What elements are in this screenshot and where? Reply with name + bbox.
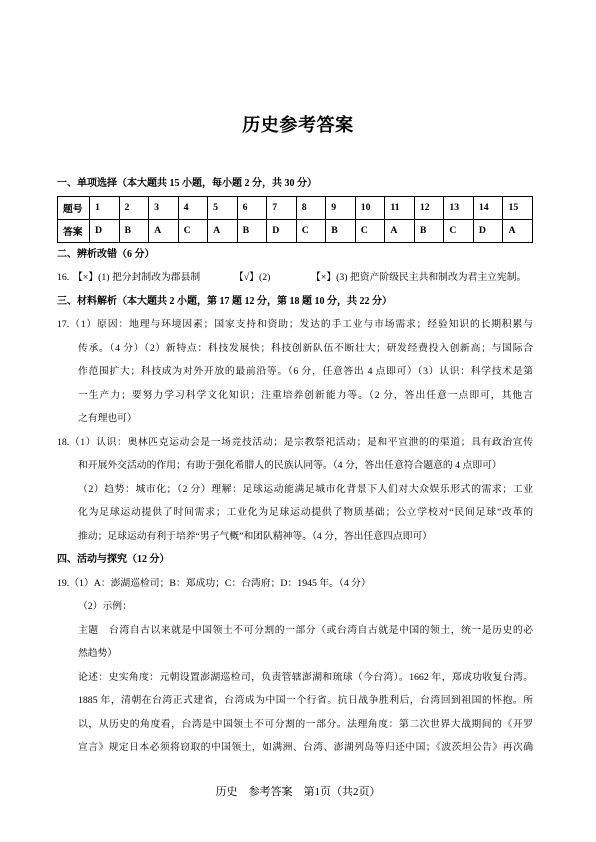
q17-line: 作范围扩大；科技成为对外开放的最前沿等。（6 分，任意答出 4 点即可）（3）认识：科学技术是第 <box>78 366 533 377</box>
q18-line: 化为足球运动提供了时间需求；工业化为足球运动提供了物质基础；公立学校对“民间足球”改革的 <box>78 507 533 518</box>
question-number-cell: 1 <box>90 196 120 219</box>
q16-item-text: (3) 把资产阶级民主共和制改为君主立宪制。 <box>336 272 527 283</box>
q19-line: 论述：史实角度：元朝设置澎湖巡检司，负责管辖澎湖和琉球（今台湾）。1662 年，郑成功收复台湾。 <box>78 671 533 683</box>
table-row-question-numbers <box>58 196 533 219</box>
answer-cell: B <box>326 219 356 242</box>
q18-line: 推动；足球运动有利于培养“男子气概”和团队精神等。（4 分，答出任意四点即可） <box>78 530 433 542</box>
section-heading-material-analysis: 三、材料解析（本大题共 2 小题，第 17 题 12 分，第 18 题 10 分，共 22 分） <box>57 295 392 307</box>
answer-cell: A <box>149 219 179 242</box>
page-footer: 历史 参考答案 第1页（共2页） <box>215 786 381 798</box>
answer-cell: C <box>355 219 385 242</box>
q19-line: （2）示例： <box>78 601 132 612</box>
question-number: 19. <box>57 577 70 589</box>
answer-cell: A <box>503 219 533 242</box>
row-header-question-number: 题号 <box>58 196 90 219</box>
q16-item-3 <box>311 266 526 290</box>
section-heading-identify-correct: 二、辨析改错（6 分） <box>57 248 155 260</box>
page-title: 历史参考答案 <box>242 115 354 135</box>
section-heading-single-choice: 一、单项选择（本大题共 15 小题，每小题 2 分，共 30 分） <box>57 178 317 189</box>
q16-item-2 <box>234 266 270 290</box>
question-number-cell: 13 <box>444 196 474 219</box>
answer-cell: D <box>473 219 503 242</box>
answer-cell: B <box>119 219 149 242</box>
question-number-cell: 4 <box>178 196 208 219</box>
answer-cell: D <box>90 219 120 242</box>
table-row-answers <box>58 219 533 242</box>
row-header-answer: 答案 <box>58 219 90 242</box>
answer-content <box>57 172 533 760</box>
answer-text: （1）原因：地理与环境因素；国家支持和资助；发达的手工业与市场需求；经验知识的长期积累与 <box>69 319 533 330</box>
q19-line: 主题 台湾自古以来就是中国领土不可分割的一部分（或台湾自古就是中国的领土，统一是历史的必 <box>78 624 533 636</box>
question-number-cell: 11 <box>385 196 415 219</box>
question-number-cell: 15 <box>503 196 533 219</box>
answer-cell: A <box>385 219 415 242</box>
answer-text: （1）认识：奥林匹克运动会是一场竞技活动；是宗教祭祀活动；是和平宣泄的的渠道；具有政治宣传 <box>69 436 533 448</box>
q16-answer <box>57 266 533 290</box>
q16-item-text: (2) <box>258 272 271 283</box>
q17-line: 传承。（4 分）（2）新特点：科技发展快；科技创新队伍不断壮大；研发经费投入创新高；与国际合 <box>78 342 533 354</box>
answer-cell: C <box>444 219 474 242</box>
q19-line <box>57 572 533 596</box>
wrong-mark: 【×】 <box>311 272 337 283</box>
answer-cell: C <box>178 219 208 242</box>
question-number-cell: 14 <box>473 196 503 219</box>
question-number-cell: 3 <box>149 196 179 219</box>
question-number-cell: 8 <box>296 196 326 219</box>
q19-line: 宣言》规定日本必须将窃取的中国领土，如满洲、台湾、澎湖列岛等归还中国；《波茨坦公告》再次确 <box>78 742 533 753</box>
q19-line: 1885 年，清朝在台湾正式建省，台湾成为中国一个行省。抗日战争胜利后，台湾回到祖国的怀抱。所 <box>78 695 533 706</box>
question-number: 16. <box>57 272 70 283</box>
question-number-cell: 9 <box>326 196 356 219</box>
q17-line: 之有理也可） <box>78 413 137 424</box>
q18-line <box>57 431 533 455</box>
answer-table <box>57 196 533 243</box>
answer-cell: A <box>208 219 238 242</box>
answer-cell: B <box>414 219 444 242</box>
answer-text: （1）A：澎湖巡检司；B：郑成功；C：台湾府；D：1945 年。（4 分） <box>69 577 371 589</box>
question-number-cell: 5 <box>208 196 238 219</box>
q17-line: 一生产力；要努力学习科学文化知识；注重培养创新能力等。（2 分，答出任意一点即可，其他言 <box>78 389 533 401</box>
question-number: 17. <box>57 319 70 330</box>
q17-line <box>57 313 533 337</box>
q16-item-1 <box>73 266 200 290</box>
question-number-cell: 10 <box>355 196 385 219</box>
wrong-mark: 【×】 <box>73 272 99 283</box>
question-number-cell: 2 <box>119 196 149 219</box>
question-number: 18. <box>57 436 70 448</box>
q18-line: 和开展外交活动的作用；有助于强化希腊人的民族认同等。（4 分，答出任意符合题意的 4 点即可） <box>78 460 502 471</box>
question-number-cell: 6 <box>237 196 267 219</box>
answer-cell: D <box>267 219 297 242</box>
q19-line: 然趋势） <box>78 648 118 659</box>
q19-line: 以，从历史的角度看，台湾是中国领土不可分割的一部分。法理角度：第二次世界大战期间的《开罗 <box>78 718 533 730</box>
section-heading-activity-inquiry: 四、活动与探究（12 分） <box>57 554 170 565</box>
correct-mark: 【√】 <box>234 272 259 283</box>
answer-cell: C <box>296 219 326 242</box>
q18-line: （2）趋势：城市化；（2 分）理解：足球运动能满足城市化背景下人们对大众娱乐形式的需求；工业 <box>78 483 533 495</box>
question-number-cell: 12 <box>414 196 444 219</box>
q16-item-text: (1) 把分封制改为郡县制 <box>98 272 201 283</box>
answer-cell: B <box>237 219 267 242</box>
question-number-cell: 7 <box>267 196 297 219</box>
